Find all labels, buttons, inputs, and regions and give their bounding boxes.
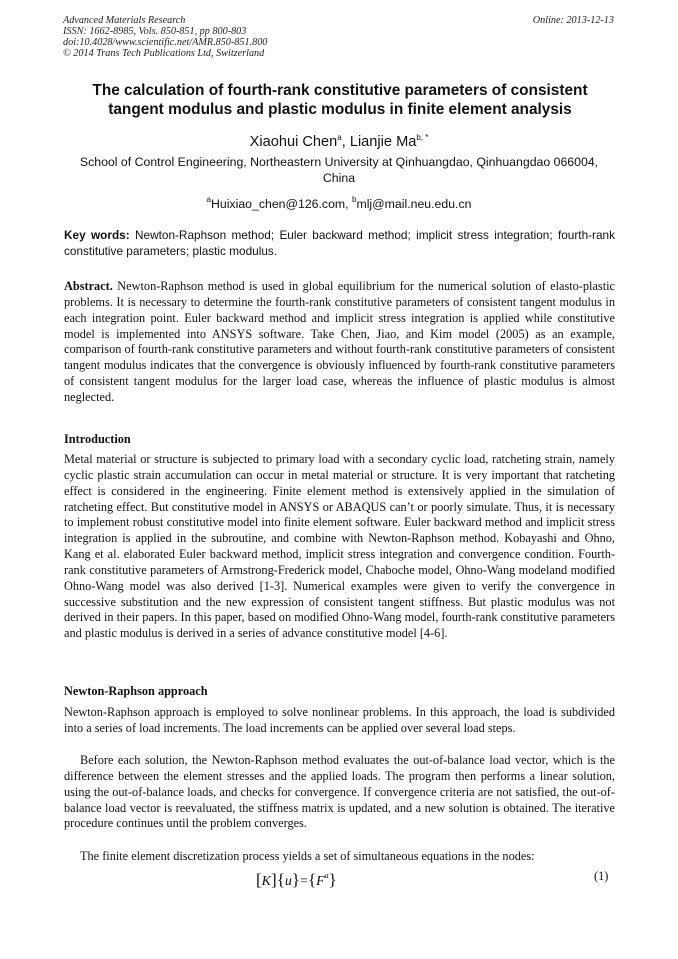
- email-address[interactable]: mlj@mail.neu.edu.cn: [356, 197, 472, 211]
- affiliation: School of Control Engineering, Northeastern University at Qinhuangdao, Qinhuangdao 066004, China: [79, 155, 599, 185]
- email-mark: a: [206, 195, 211, 204]
- eq-symbol-u: u: [284, 874, 292, 889]
- introduction-paragraph: Metal material or structure is subjected to primary load with a secondary cyclic load, ratcheting strain, namely cyclic plastic strain accumulation can occur in metal material or structure. It is very important that ratcheting effect is considered in the engineering. Finite element method is extensively applied in the simulation of ratcheting effect. But constitutive model in ANSYS or ABAQUS can’t or poorly simulate. Thus, it is necessary to implement robust constitutive model into finite element software. Euler backward method and implicit stress integration is applied in the subroutine, and combine with Newton-Raphson method. Kobayashi and Ohno, Kang et al. elaborated Euler backward method, implicit stress integration and convergence condition. Fourth-rank constitutive parameters of Armstrong-Frederick model, Chaboche model, Ohno-Wang modeland modified Ohno-Wang model was also derived [1-3]. Numerical examples were given to verify the convergence in successive substitution and the new expression of consistent tangent stiffness. But plastic modulus was not derived in their papers. In this paper, based on modified Ohno-Wang model, fourth-rank constitutive parameters and plastic modulus is derived in a series of advance constitutive model [4-6].: [64, 452, 615, 641]
- eq-brace: {: [276, 870, 285, 889]
- author-affil-mark: a: [337, 133, 342, 142]
- keywords-label: Key words:: [64, 228, 130, 242]
- keywords: [64, 227, 615, 259]
- paper-title: The calculation of fourth-rank constitutive parameters of consistent tangent modulus and plastic modulus in finite element analysis: [92, 82, 588, 118]
- author-affil-mark: b, *: [416, 133, 429, 142]
- journal-name: Advanced Materials Research: [63, 15, 186, 26]
- introduction-heading: Introduction: [64, 432, 131, 446]
- online-date: Online: 2013-12-13: [532, 15, 614, 26]
- newton-raphson-paragraph: The finite element discretization process yields a set of simultaneous equations in the nodes:: [80, 849, 535, 863]
- abstract-text: Newton-Raphson method is used in global equilibrium for the numerical solution of elasto-plastic problems. It is necessary to determine the fourth-rank constitutive parameters of consistent tangent modulus in each integration point. Euler backward method and implicit stress integration is applied while constitutive model is implemented into ANSYS software. Take Chen, Jiao, and Kim model (2005) as an example, comparison of fourth-rank constitutive parameters and without fourth-rank constitutive parameters of consistent tangent modulus indicates that the convergence is obviously influenced by fourth-rank constitutive parameters of consistent tangent modulus for the larger load case, whereas the influence of plastic modulus is almost neglected.: [64, 279, 615, 404]
- newton-raphson-heading: Newton-Raphson approach: [64, 684, 208, 698]
- doi-line: doi:10.4028/www.scientific.net/AMR.850-851.800: [63, 37, 268, 48]
- eq-bracket: [: [256, 870, 262, 889]
- author-line: [63, 129, 615, 151]
- email-address[interactable]: Huixiao_chen@126.com: [210, 197, 346, 211]
- eq-bracket: ]: [271, 870, 277, 889]
- eq-symbol-F: F: [316, 874, 325, 889]
- running-header: [63, 15, 614, 59]
- author-name: Xiaohui Chen: [249, 134, 338, 150]
- author-separator: ,: [341, 134, 350, 150]
- email-mark: b: [352, 195, 357, 204]
- eq-superscript: a: [324, 871, 329, 880]
- newton-raphson-paragraph: Before each solution, the Newton-Raphson method evaluates the out-of-balance load vector, which is the difference between the element stresses and the applied loads. The program then performs a linear solution, using the out-of-balance loads, and checks for convergence. If convergence criteria are not satisfied, the out-of-balance load vector is reevaluated, the stiffness matrix is updated, and a new solution is obtained. The iterative procedure continues until the problem converges.: [64, 753, 615, 831]
- issn-line: ISSN: 1662-8985, Vols. 850-851, pp 800-803: [63, 26, 247, 37]
- newton-raphson-paragraph: Newton-Raphson approach is employed to solve nonlinear problems. In this approach, the load is subdivided into a series of load increments. The load increments can be applied over several load steps.: [64, 705, 615, 735]
- author-name: Lianjie Ma: [349, 134, 417, 150]
- email-line: [63, 192, 615, 212]
- copyright-line: © 2014 Trans Tech Publications Ltd, Switzerland: [63, 48, 265, 59]
- equation-number: (1): [594, 869, 609, 883]
- email-separator: ,: [345, 197, 352, 211]
- eq-brace: }: [291, 870, 301, 889]
- abstract-label: Abstract.: [64, 279, 113, 293]
- equation-1: [256, 866, 337, 892]
- abstract: [64, 279, 615, 406]
- eq-brace: }: [328, 870, 337, 889]
- header-left: [63, 15, 267, 59]
- eq-brace: {: [307, 870, 317, 889]
- keywords-text: Newton-Raphson method; Euler backward method; implicit stress integration; fourth-rank constitutive parameters; plastic modulus.: [64, 228, 616, 258]
- eq-equals: =: [300, 874, 308, 889]
- eq-symbol-K: K: [261, 874, 272, 889]
